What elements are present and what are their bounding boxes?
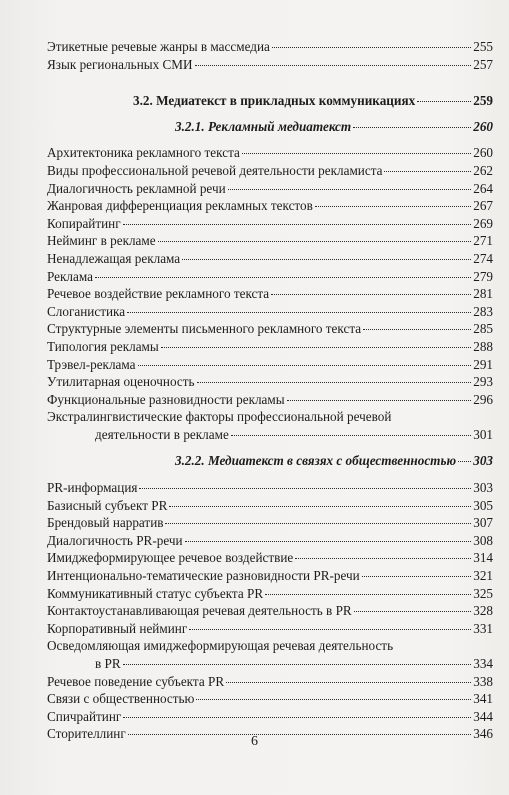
toc-entry: Утилитарная оценочность 293 (47, 374, 493, 390)
toc-entry: Трэвел-реклама 291 (47, 356, 493, 372)
toc-entry: Архитектоника рекламного текста 260 (47, 145, 493, 161)
toc-subsection-heading: 3.2.1. Рекламный медиатекст 260 (175, 118, 493, 134)
table-of-contents (47, 38, 493, 743)
toc-entry: Сторителлинг 346 (47, 726, 493, 742)
toc-entry-multiline: Экстралингвистические факторы профессиональной речевой деятельности в рекламе 301 (47, 409, 493, 442)
toc-entry: Нейминг в рекламе 271 (47, 233, 493, 249)
toc-entry: Интенционально-тематические разновидности PR-речи 321 (47, 568, 493, 584)
toc-entry: Коммуникативный статус субъекта PR 325 (47, 585, 493, 601)
toc-entry: Ненадлежащая реклама 274 (47, 250, 493, 266)
toc-section-heading: 3.2. Медиатекст в прикладных коммуникациях 259 (133, 93, 493, 109)
toc-entry: Копирайтинг 269 (47, 215, 493, 231)
toc-entry: Реклама 279 (47, 268, 493, 284)
toc-entry: Жанровая дифференциация рекламных текстов 267 (47, 198, 493, 214)
toc-entry: Речевое поведение субъекта PR 338 (47, 673, 493, 689)
toc-entry: Диалогичность PR-речи 308 (47, 532, 493, 548)
toc-entry: Типология рекламы 288 (47, 338, 493, 354)
toc-entry: Корпоративный нейминг 331 (47, 620, 493, 636)
toc-subsection-heading: 3.2.2. Медиатекст в связях с общественностью 303 (175, 453, 493, 469)
toc-entry: Спичрайтинг 344 (47, 708, 493, 724)
toc-entry: Язык региональных СМИ 257 (47, 56, 493, 72)
toc-entry: Этикетные речевые жанры в массмедиа 255 (47, 39, 493, 54)
toc-entry: Базисный субъект PR 305 (47, 497, 493, 513)
toc-entry: PR-информация 303 (47, 480, 493, 496)
toc-entry: Контактоустанавливающая речевая деятельность в PR 328 (47, 603, 493, 619)
toc-entry: Диалогичность рекламной речи 264 (47, 180, 493, 196)
toc-entry: Слоганистика 283 (47, 303, 493, 319)
page-number: 6 (251, 734, 258, 749)
toc-entry: Функциональные разновидности рекламы 296 (47, 391, 493, 407)
toc-entry: Связи с общественностью 341 (47, 691, 493, 707)
toc-entry: Брендовый нарратив 307 (47, 515, 493, 531)
toc-entry: Имиджеформирующее речевое воздействие 314 (47, 550, 493, 566)
toc-entry: Виды профессиональной речевой деятельности рекламиста 262 (47, 162, 493, 178)
toc-entry-multiline: Осведомляющая имиджеформирующая речевая деятельность в PR 334 (47, 638, 493, 671)
toc-entry: Речевое воздействие рекламного текста 281 (47, 286, 493, 302)
toc-entry: Структурные элементы письменного рекламного текста 285 (47, 321, 493, 337)
